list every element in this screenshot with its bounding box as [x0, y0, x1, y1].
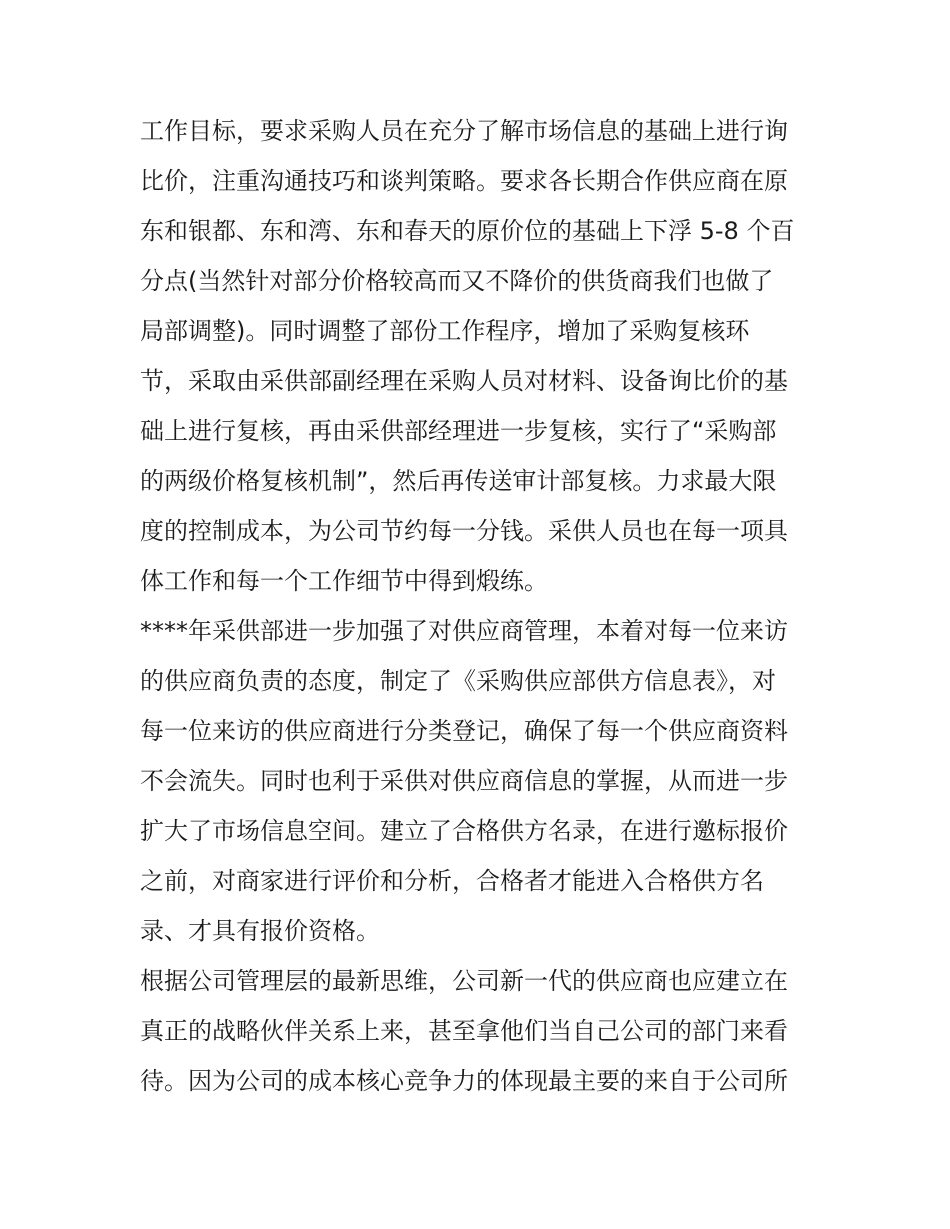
text-line: 真正的战略伙伴关系上来，甚至拿他们当自己公司的部门来看	[140, 1017, 788, 1045]
text-line: 分点(当然针对部分价格较高而又不降价的供货商我们也做了	[140, 267, 774, 295]
text-line: 之前，对商家进行评价和分析，合格者才能进入合格供方名	[140, 867, 764, 895]
document-body	[140, 106, 815, 1106]
text-line: 体工作和每一个工作细节中得到煅练。	[140, 567, 548, 595]
text-line: 工作目标，要求采购人员在充分了解市场信息的基础上进行询	[140, 117, 788, 145]
text-line: 础上进行复核，再由采供部经理进一步复核，实行了“采购部	[140, 417, 777, 445]
text-line: 每一位来访的供应商进行分类登记，确保了每一个供应商资料	[140, 717, 788, 745]
text-line: 的两级价格复核机制”，然后再传送审计部复核。力求最大限	[140, 467, 777, 495]
text-line: 度的控制成本，为公司节约每一分钱。采供人员也在每一项具	[140, 517, 788, 545]
text-line: 比价，注重沟通技巧和谈判策略。要求各长期合作供应商在原	[140, 167, 788, 195]
text-line: 录、才具有报价资格。	[140, 917, 380, 945]
text-line: ****年采供部进一步加强了对供应商管理，本着对每一位来访	[140, 617, 788, 645]
text-line: 节，采取由采供部副经理在采购人员对材料、设备询比价的基	[140, 367, 788, 395]
text-line: 的供应商负责的态度，制定了《采购供应部供方信息表》，对	[140, 667, 776, 695]
text-line: 扩大了市场信息空间。建立了合格供方名录，在进行邀标报价	[140, 817, 788, 845]
text-line: 局部调整)。同时调整了部份工作程序，增加了采购复核环	[140, 317, 750, 345]
text-line: 不会流失。同时也利于采供对供应商信息的掌握，从而进一步	[140, 767, 788, 795]
text-line: 待。因为公司的成本核心竞争力的体现最主要的来自于公司所	[140, 1067, 788, 1095]
text-line: 根据公司管理层的最新思维，公司新一代的供应商也应建立在	[140, 967, 788, 995]
text-line: 东和银都、东和湾、东和春天的原价位的基础上下浮 5-8 个百	[140, 217, 795, 245]
